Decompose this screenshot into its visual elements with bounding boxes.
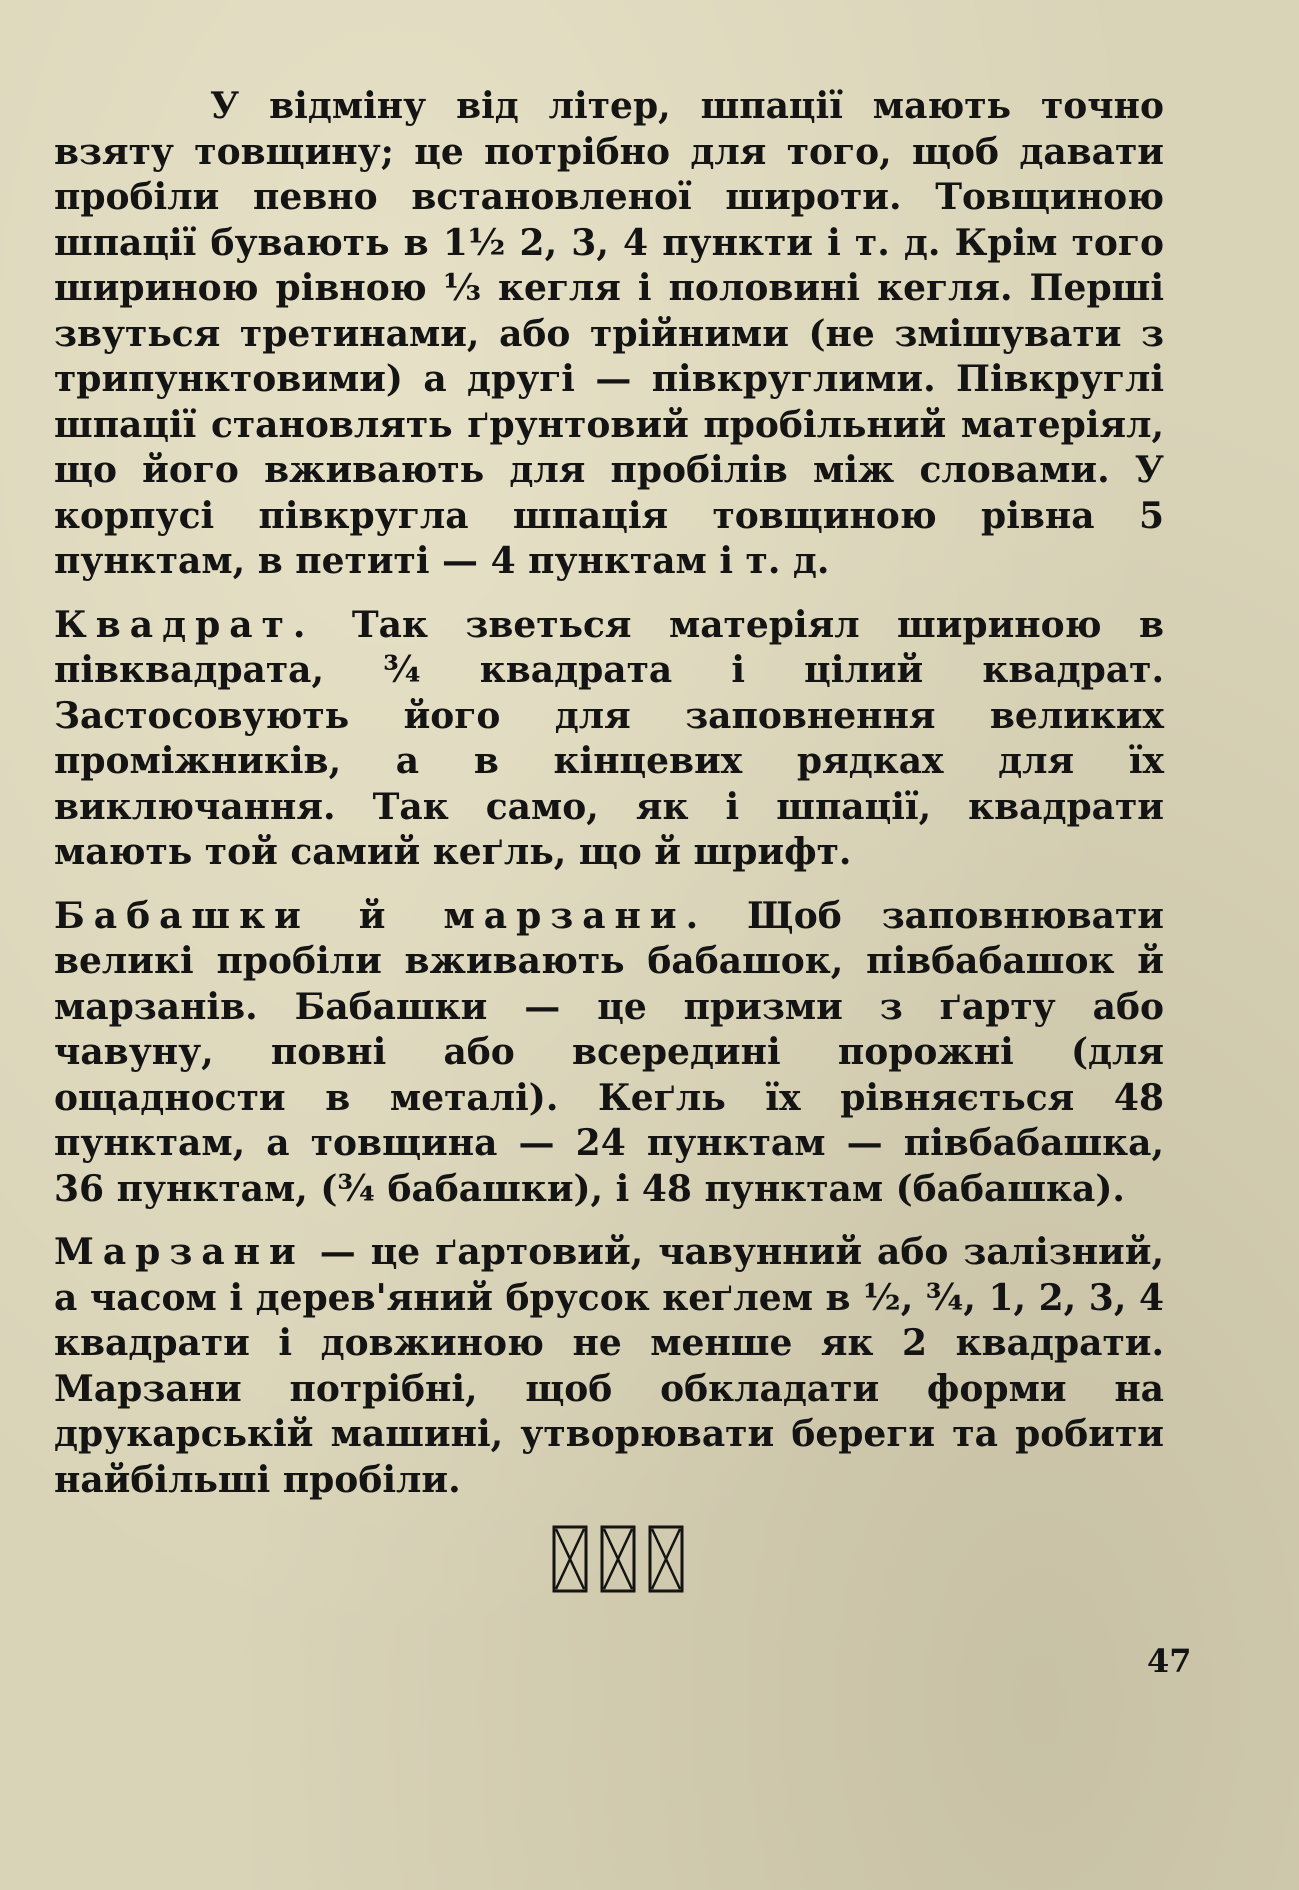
paragraph-text: Так зветься матеріял шириною в півквадрата, ¾ квадрата і цілий квадрат. Застосовують його для заповнення великих проміжників, а в кінцевих рядках для їх виключання. Так само, як і шпації, квадрати мають той самий кеґль, що й шрифт. (54, 603, 1164, 873)
body-text (54, 84, 1164, 1521)
paragraph-text: Щоб заповнювати великі пробіли вживають бабашок, півбабашок й марзанів. Бабашки — це призми з ґарту або чавуну, повні або всередині порожні (для ощадности в металі). Кеґль їх рівняється 48 пунктам, а товщина — 24 пунктам — півбабашка, 36 пунктам, (¾ бабашки), і 48 пунктам (бабашка). (54, 894, 1164, 1210)
ornament-box-icon (648, 1525, 684, 1593)
ornament-box-icon (600, 1525, 636, 1593)
ornament-row (552, 1525, 684, 1593)
term-kvadrat: Квадрат. (54, 603, 315, 646)
paragraph-marzany (54, 1230, 1164, 1503)
paragraph-text: У відміну від літер, шпації мають точно взяту товщину; це потрібно для того, щоб давати пробіли певно встановленої широти. Товщиною шпації бувають в 1½ 2, 3, 4 пункти і т. д. Крім того шириною рівною ⅓ кегля і половині кегля. Перші звуться третинами, або трійними (не змішувати з трипунктовими) а другі — півкруглими. Півкруглі шпації становлять ґрунтовий пробільний матеріял, що його вживають для пробілів між словами. У корпусі півкругла шпація товщиною рівна 5 пунктам, в петиті — 4 пунктам і т. д. (54, 85, 1164, 582)
term-babashky-marzany: Бабашки й марзани. (54, 894, 708, 937)
paragraph-spaces (54, 84, 1164, 585)
paragraph-quad (54, 603, 1164, 876)
term-marzany: Марзани (54, 1231, 305, 1273)
page-number: 47 (1147, 1642, 1192, 1680)
ornament-box-icon (552, 1525, 588, 1593)
paragraph-babashky (54, 894, 1164, 1213)
paragraph-text: — це ґартовий, чавунний або залізний, а часом і дерев'яний брусок кеґлем в ½, ¾, 1, 2, 3, 4 квадрати і довжиною не менше як 2 квадрати. Марзани потрібні, щоб обкладати форми на друкарській машині, утворювати береги та робити найбільші пробіли. (54, 1231, 1164, 1501)
